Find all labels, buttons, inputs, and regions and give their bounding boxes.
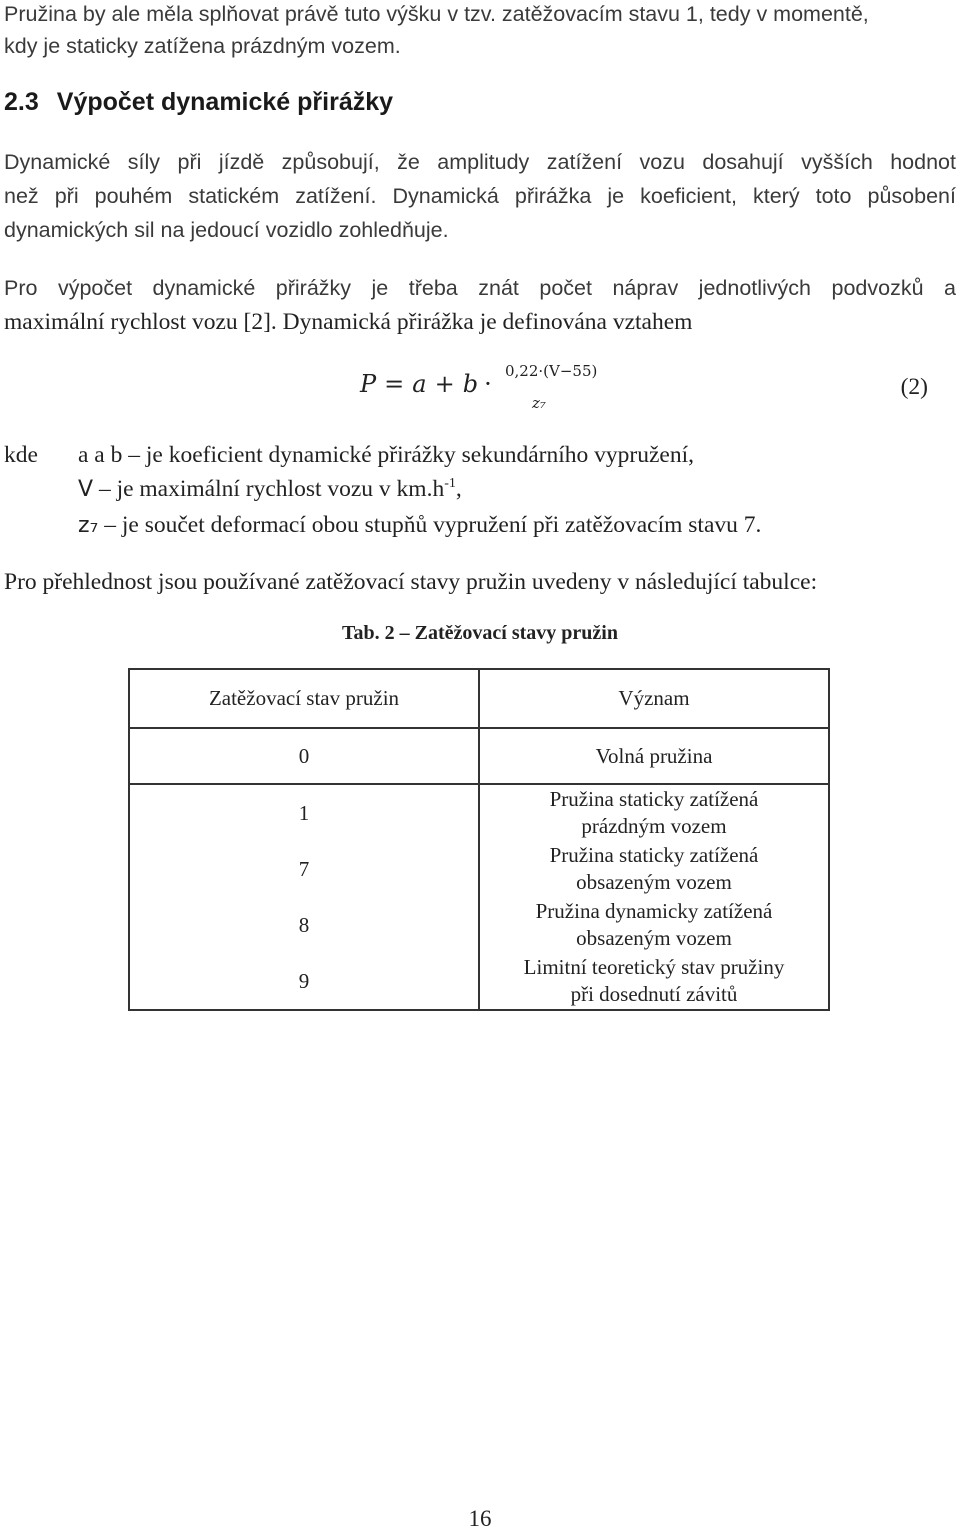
page-number: 16 <box>468 1506 492 1531</box>
meaning-line-1: Pružina staticky zatížená <box>549 787 759 811</box>
section-number: 2.3 <box>4 88 39 116</box>
table-header-meaning: Význam <box>479 669 829 728</box>
table-header-state: Zatěžovací stav pružin <box>129 669 479 728</box>
section-heading <box>4 88 393 117</box>
section-title: Výpočet dynamické přirážky <box>56 88 394 116</box>
meaning-line-2: prázdným vozem <box>581 814 727 838</box>
table-caption: Tab. 2 – Zatěžovací stavy pružin <box>342 622 618 644</box>
meaning-line-1: Volná pružina <box>595 743 713 768</box>
formula-a: a <box>412 370 427 398</box>
paragraph-1-line-2: než při pouhém statickém zatížení. Dynamická přirážka je koeficient, který toto působení <box>4 184 956 208</box>
formula-plus: + <box>434 370 455 398</box>
table-cell-state: 8 <box>129 897 479 953</box>
meaning-line-2: obsazeným vozem <box>576 926 732 950</box>
paragraph-1-line-3: dynamických sil na jedoucí vozidlo zohledňuje. <box>4 218 449 242</box>
table-row <box>129 728 829 784</box>
paragraph-2-line-2: maximální rychlost vozu [2]. Dynamická přirážka je definována vztahem <box>4 309 693 335</box>
paragraph-3: Pro přehlednost jsou používané zatěžovací stavy pružin uvedeny v následující tabulce: <box>4 569 818 595</box>
formula-denominator: z₇ <box>532 394 546 412</box>
definition-v <box>78 476 462 503</box>
table-cell-meaning <box>479 784 829 841</box>
paragraph-2-line-1: Pro výpočet dynamické přirážky je třeba znát počet náprav jednotlivých podvozků a <box>4 276 956 300</box>
table-cell-state: 1 <box>129 784 479 841</box>
formula-eq: = <box>384 370 405 398</box>
formula-main <box>360 370 498 398</box>
table-row <box>129 784 829 841</box>
table-cell-state: 0 <box>129 728 479 784</box>
definition-v-exponent: -1 <box>444 476 456 492</box>
formula-numerator: 0,22·(V−55) <box>505 362 598 380</box>
table-cell-state: 9 <box>129 953 479 1010</box>
table-cell-meaning <box>479 728 829 784</box>
table-row <box>129 897 829 953</box>
definition-v-symbol: V <box>78 477 94 502</box>
definition-z7-symbol: z₇ <box>78 513 99 538</box>
table-row <box>129 841 829 897</box>
equation-number: (2) <box>900 374 928 400</box>
spring-load-states-table <box>128 668 830 1011</box>
definition-v-end: , <box>455 476 462 502</box>
meaning-line-1: Limitní teoretický stav pružiny <box>523 955 785 979</box>
table-cell-state: 7 <box>129 841 479 897</box>
table-header-row <box>129 669 829 728</box>
definitions-label: kde <box>4 442 38 468</box>
formula-dot: · <box>484 370 492 398</box>
meaning-line-2: při dosednutí závitů <box>570 982 738 1006</box>
table-cell-meaning <box>479 841 829 897</box>
formula-lhs: P <box>360 370 377 398</box>
meaning-line-1: Pružina dynamicky zatížená <box>535 899 773 923</box>
formula-b: b <box>462 370 479 398</box>
definition-a-b: a a b – je koeficient dynamické přirážky sekundárního vypružení, <box>78 442 694 468</box>
definition-z7-text: – je součet deformací obou stupňů vypružení při zatěžovacím stavu 7. <box>98 512 762 538</box>
meaning-line-1: Pružina staticky zatížená <box>549 843 759 867</box>
meaning-line-2: obsazeným vozem <box>576 870 732 894</box>
table-row <box>129 953 829 1010</box>
definition-v-text: – je maximální rychlost vozu v km.h <box>93 476 445 502</box>
definition-z7 <box>78 512 761 539</box>
table-cell-meaning <box>479 953 829 1010</box>
table-cell-meaning <box>479 897 829 953</box>
paragraph-1-line-1: Dynamické síly při jízdě způsobují, že amplitudy zatížení vozu dosahují vyšších hodnot <box>4 150 956 174</box>
intro-line-2: kdy je staticky zatížena prázdným vozem. <box>4 34 401 58</box>
intro-line-1: Pružina by ale měla splňovat právě tuto výšku v tzv. zatěžovacím stavu 1, tedy v momentě, <box>4 2 869 26</box>
